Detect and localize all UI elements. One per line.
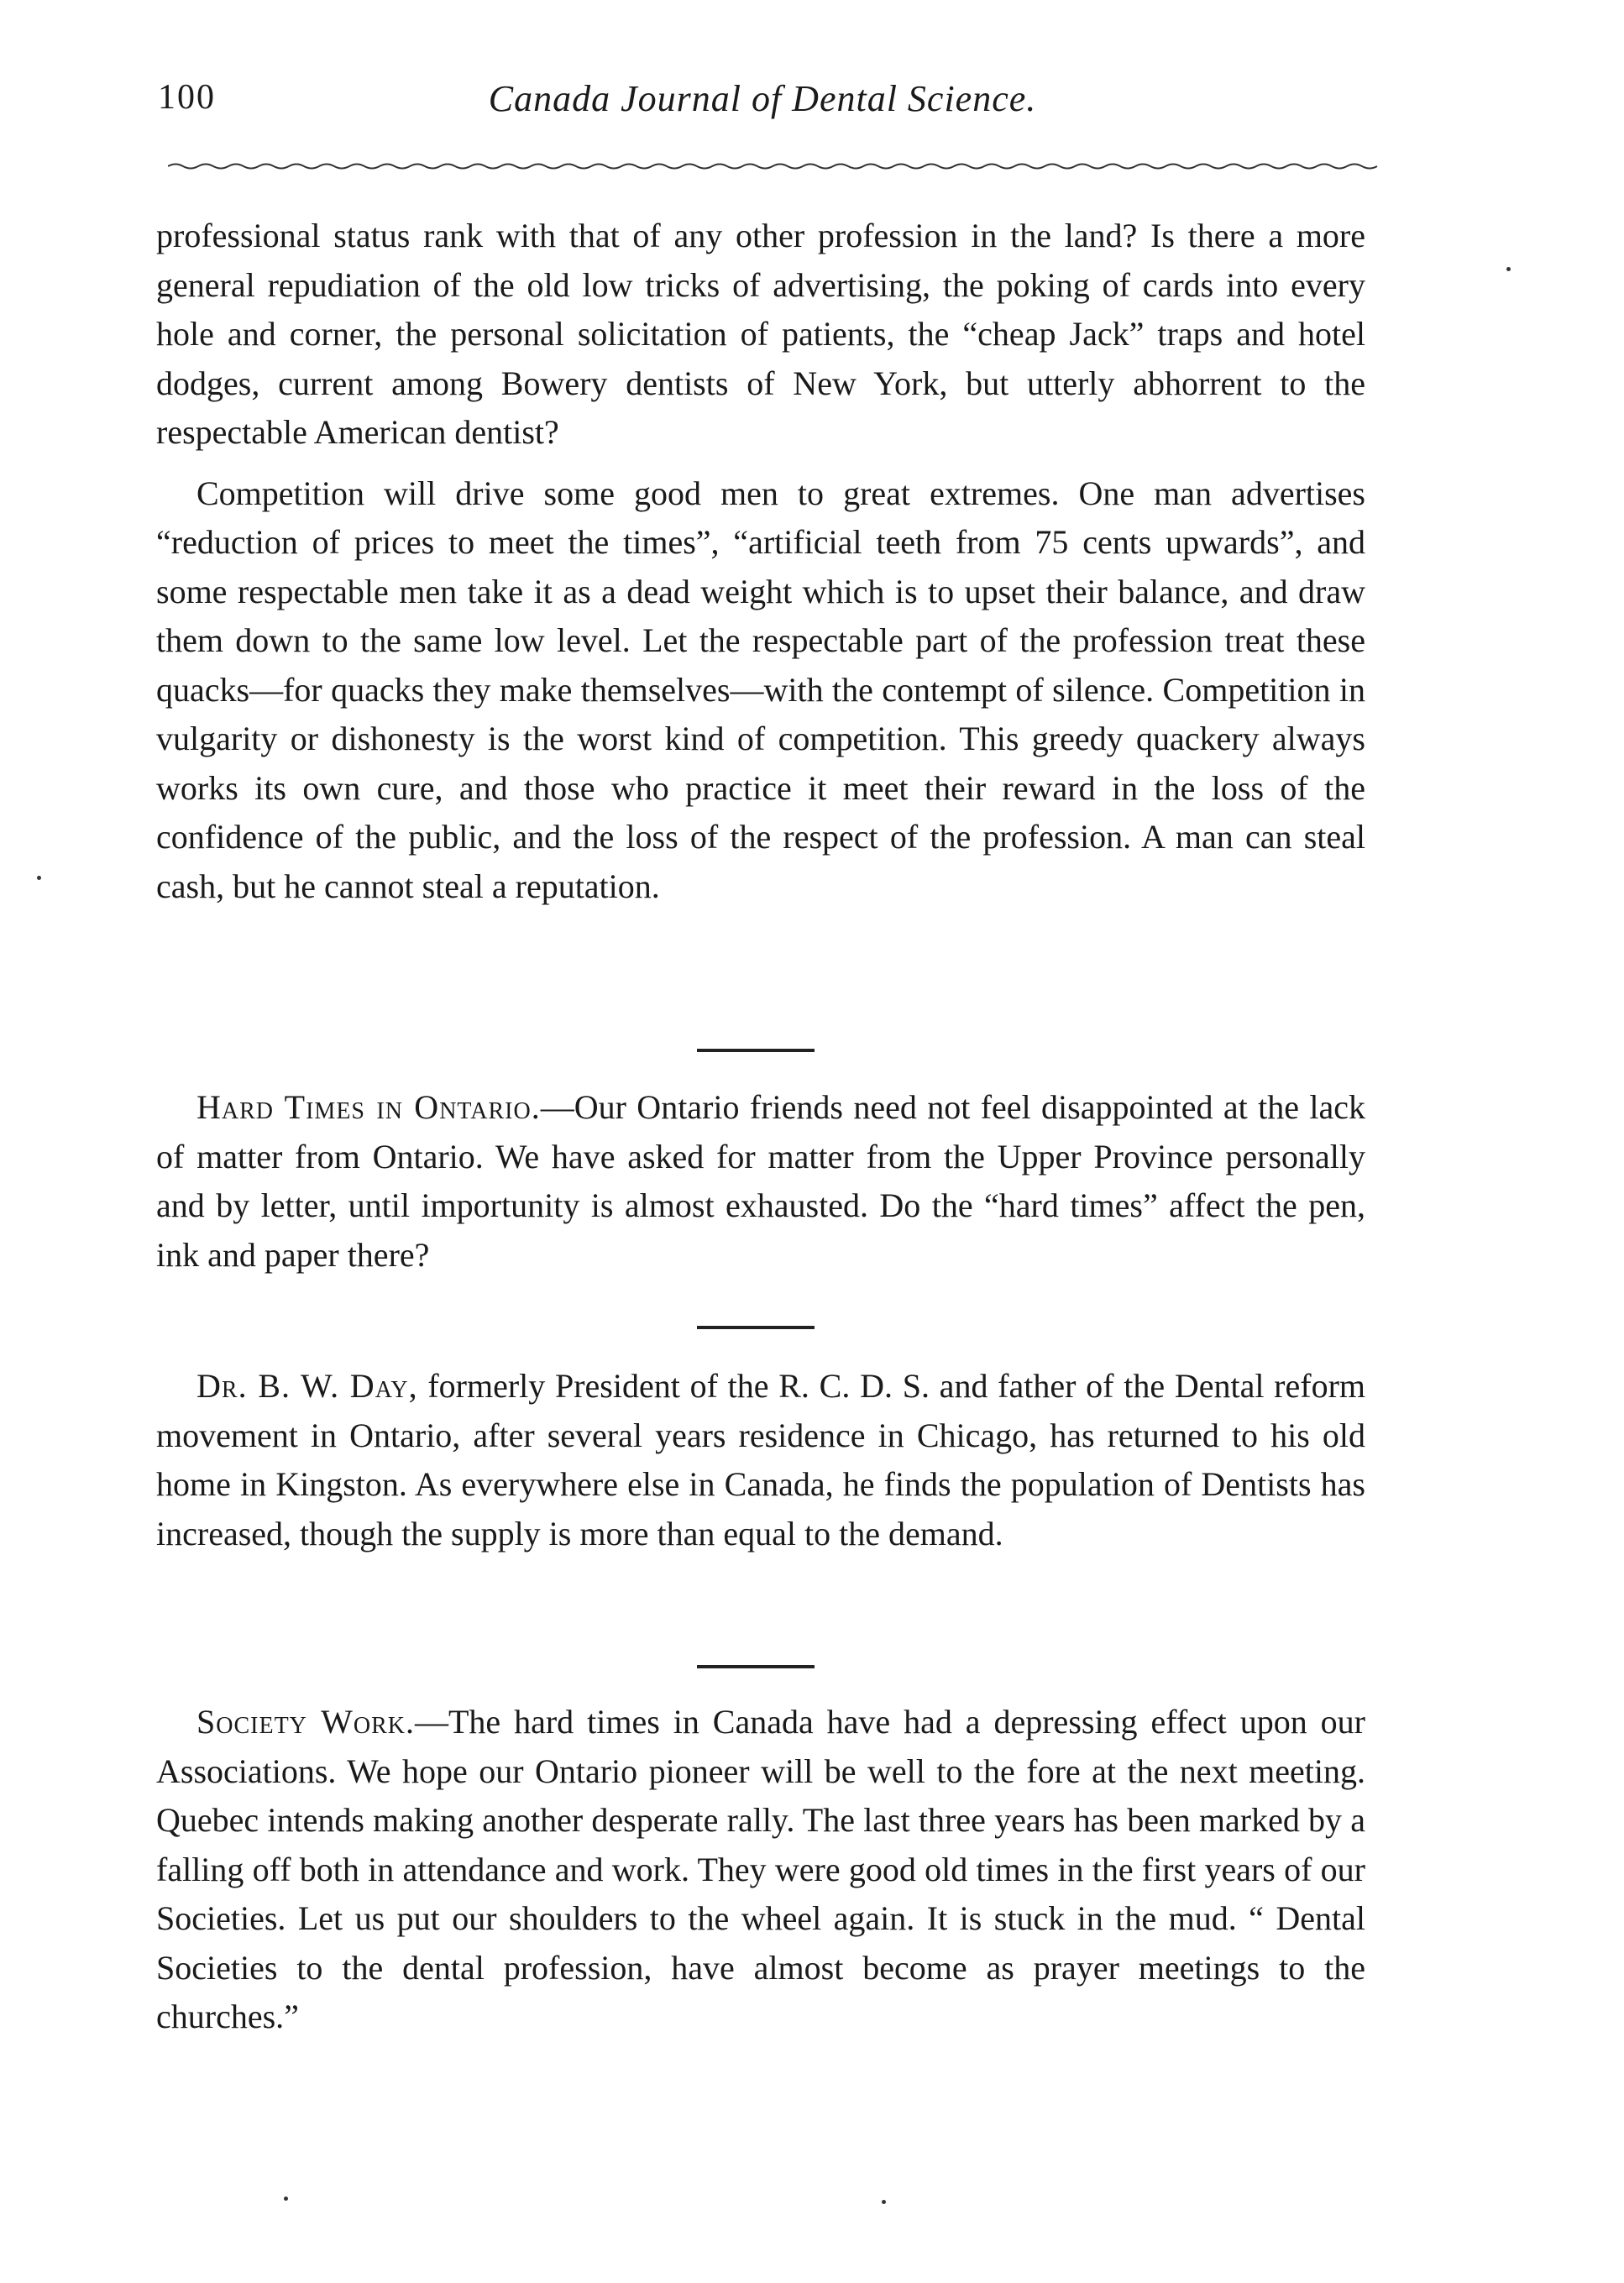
note-society-work (156, 1698, 1365, 2042)
note-paragraph (156, 1698, 1365, 2042)
section-divider (697, 1326, 815, 1329)
scan-speck (37, 876, 41, 880)
note-dr-day (156, 1362, 1365, 1558)
article-continuation (156, 212, 1365, 911)
note-heading: Society Work. (196, 1703, 415, 1741)
section-divider (697, 1665, 815, 1668)
note-hard-times (156, 1083, 1365, 1280)
note-heading: Dr. B. W. Day, (196, 1367, 418, 1405)
running-head (158, 77, 1367, 128)
note-heading: Hard Times in Ontario. (196, 1088, 541, 1126)
section-divider (697, 1049, 815, 1052)
note-body: —The hard times in Canada have had a depressing effect upon our Associations. We hope our Ontario pioneer will be well to the fore at the next meeting. Quebec intends making another desperate rally. The last three years has been marked by a falling off both in attendance and work. They were good old times in the first years of our Societies. Let us put our shoulders to the wheel again. It is stuck in the mud. “ Dental Societies to the dental profession, have almost become as prayer meetings to the churches.” (156, 1703, 1365, 2035)
body-paragraph: professional status rank with that of any other profession in the land? Is there a more general repudiation of the old low tricks of advertising, the poking of cards into every hole and corner, the personal solicitation of patients, the “cheap Jack” traps and hotel dodges, current among Bowery dentists of New York, but utterly abhorrent to the respectable American dentist? (156, 217, 1365, 451)
note-paragraph (156, 1083, 1365, 1280)
note-body: formerly President of the R. C. D. S. and father of the Dental reform movement in Ontario, after several years residence in Chicago, has returned to his old home in Kingston. As everywhere else in Canada, he finds the population of Dentists has increased, though the supply is more than equal to the demand. (156, 1367, 1366, 1553)
scan-speck (284, 2197, 288, 2201)
page-number: 100 (158, 78, 216, 117)
note-body: —Our Ontario friends need not feel disappointed at the lack of matter from Ontario. We have asked for matter from the Upper Province personally and by letter, until importunity is almost exhausted. Do the “hard times” affect the pen, ink and paper there? (156, 1088, 1365, 1274)
body-paragraph: Competition will drive some good men to great extremes. One man advertises “reduction of prices to meet the times”, “artificial teeth from 75 cents upwards”, and some respectable men take it as a dead weight which is to upset their balance, and draw them down to the same low level. Let the respectable part of the profession treat these quacks—for quacks they make themselves—with the contempt of silence. Competition in vulgarity or dishonesty is the worst kind of competition. This greedy quackery always works its own cure, and those who practice it meet their reward in the loss of the confidence of the public, and the loss of the respect of the profession. A man can steal cash, but he cannot steal a reputation. (156, 474, 1365, 905)
scan-speck (1506, 267, 1511, 271)
note-paragraph (156, 1362, 1365, 1558)
header-rule (168, 161, 1386, 171)
journal-title: Canada Journal of Dental Science. (488, 78, 1037, 119)
scan-speck (882, 2200, 886, 2204)
